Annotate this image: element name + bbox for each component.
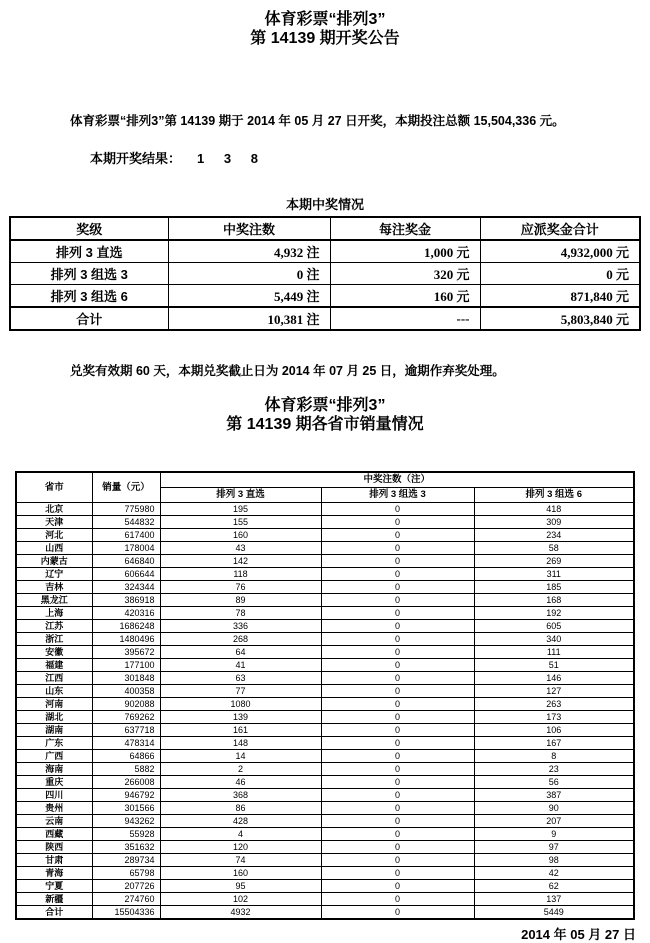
- province-cell: 陕西: [16, 841, 92, 854]
- zuxuan6-count-cell: 173: [474, 711, 634, 724]
- province-cell: 浙江: [16, 633, 92, 646]
- sales-cell: 386918: [92, 594, 160, 607]
- province-cell: 上海: [16, 607, 92, 620]
- sales-cell: 606644: [92, 568, 160, 581]
- zhixuan-count-cell: 43: [160, 542, 321, 555]
- prize-table-title: 本期中奖情况: [285, 197, 364, 212]
- sales-cell: 943262: [92, 815, 160, 828]
- zhixuan-count-cell: 102: [160, 893, 321, 906]
- sales-cell: 646840: [92, 555, 160, 568]
- prize-level-cell: 排列 3 组选 3: [10, 263, 168, 285]
- table-row: [16, 555, 634, 568]
- zuxuan3-count-cell: 0: [321, 503, 474, 516]
- prize-level-cell: 合计: [10, 307, 168, 330]
- zhixuan-count-cell: 148: [160, 737, 321, 750]
- prize-per-bet-cell: ---: [330, 307, 480, 330]
- province-cell: 广东: [16, 737, 92, 750]
- zhixuan-count-cell: 368: [160, 789, 321, 802]
- zhixuan-count-cell: 95: [160, 880, 321, 893]
- sales-cell: 301566: [92, 802, 160, 815]
- zuxuan6-count-cell: 137: [474, 893, 634, 906]
- table-row: [16, 633, 634, 646]
- table-row: [16, 685, 634, 698]
- sales-cell: 637718: [92, 724, 160, 737]
- table-row: [16, 646, 634, 659]
- table-row: [16, 594, 634, 607]
- table-row: [16, 568, 634, 581]
- zhixuan-count-cell: 120: [160, 841, 321, 854]
- sales-cell: 1686248: [92, 620, 160, 633]
- total-prize-cell: 5,803,840 元: [480, 307, 640, 330]
- province-cell: 海南: [16, 763, 92, 776]
- table-row: [16, 802, 634, 815]
- table-row: [16, 620, 634, 633]
- zuxuan6-count-cell: 23: [474, 763, 634, 776]
- zhixuan-count-cell: 2: [160, 763, 321, 776]
- draw-result-label: 本期开奖结果：: [90, 151, 182, 166]
- province-cell: 山西: [16, 542, 92, 555]
- table-row: [16, 906, 634, 920]
- winner-count-cell: 10,381 注: [168, 307, 330, 330]
- zuxuan3-count-cell: 0: [321, 672, 474, 685]
- zuxuan3-count-cell: 0: [321, 828, 474, 841]
- prize-per-bet-cell: 160 元: [330, 285, 480, 308]
- zhixuan-count-cell: 4932: [160, 906, 321, 920]
- win-count-group-header: 中奖注数（注）: [160, 472, 634, 488]
- winner-count-cell: 5,449 注: [168, 285, 330, 308]
- winner-count-header: 中奖注数: [168, 217, 330, 240]
- zuxuan3-count-cell: 0: [321, 854, 474, 867]
- province-cell: 安徽: [16, 646, 92, 659]
- zhixuan-count-cell: 14: [160, 750, 321, 763]
- zuxuan6-header: 排列 3 组选 6: [474, 488, 634, 503]
- prize-per-bet-cell: 320 元: [330, 263, 480, 285]
- sales-section-title: [0, 396, 650, 434]
- sales-cell: 478314: [92, 737, 160, 750]
- zuxuan6-count-cell: 5449: [474, 906, 634, 920]
- zuxuan3-count-cell: 0: [321, 646, 474, 659]
- zuxuan6-count-cell: 387: [474, 789, 634, 802]
- sales-title-line1: 体育彩票“排列3”: [264, 397, 386, 414]
- table-row: [16, 750, 634, 763]
- sales-cell: 64866: [92, 750, 160, 763]
- zuxuan6-count-cell: 127: [474, 685, 634, 698]
- prize-table-body: [10, 240, 640, 330]
- zhixuan-count-cell: 78: [160, 607, 321, 620]
- winner-count-cell: 4,932 注: [168, 240, 330, 263]
- province-header: 省市: [16, 472, 92, 503]
- zuxuan6-count-cell: 192: [474, 607, 634, 620]
- province-cell: 河南: [16, 698, 92, 711]
- table-row: [16, 815, 634, 828]
- zhixuan-count-cell: 89: [160, 594, 321, 607]
- province-cell: 内蒙古: [16, 555, 92, 568]
- zhixuan-count-cell: 142: [160, 555, 321, 568]
- province-cell: 广西: [16, 750, 92, 763]
- prize-level-header: 奖级: [10, 217, 168, 240]
- zhixuan-count-cell: 336: [160, 620, 321, 633]
- zuxuan6-count-cell: 42: [474, 867, 634, 880]
- sales-cell: 5882: [92, 763, 160, 776]
- zhixuan-count-cell: 160: [160, 867, 321, 880]
- sales-cell: 400358: [92, 685, 160, 698]
- zuxuan6-count-cell: 8: [474, 750, 634, 763]
- table-row: [16, 867, 634, 880]
- table-row: [16, 529, 634, 542]
- table-row: [16, 503, 634, 516]
- table-row: [16, 516, 634, 529]
- zuxuan3-count-cell: 0: [321, 802, 474, 815]
- table-row: [10, 307, 640, 330]
- zuxuan3-count-cell: 0: [321, 737, 474, 750]
- province-cell: 福建: [16, 659, 92, 672]
- zuxuan6-count-cell: 311: [474, 568, 634, 581]
- zuxuan3-count-cell: 0: [321, 815, 474, 828]
- province-cell: 新疆: [16, 893, 92, 906]
- zhixuan-count-cell: 41: [160, 659, 321, 672]
- province-cell: 合计: [16, 906, 92, 920]
- prize-table-header-row: [10, 217, 640, 240]
- zuxuan6-count-cell: 62: [474, 880, 634, 893]
- zuxuan3-count-cell: 0: [321, 880, 474, 893]
- total-prize-cell: 871,840 元: [480, 285, 640, 308]
- sales-cell: 544832: [92, 516, 160, 529]
- zhixuan-count-cell: 86: [160, 802, 321, 815]
- zuxuan3-count-cell: 0: [321, 698, 474, 711]
- table-row: [16, 893, 634, 906]
- sales-cell: 769262: [92, 711, 160, 724]
- sales-cell: 178004: [92, 542, 160, 555]
- zuxuan6-count-cell: 97: [474, 841, 634, 854]
- prize-level-cell: 排列 3 直选: [10, 240, 168, 263]
- zuxuan6-count-cell: 309: [474, 516, 634, 529]
- zuxuan3-header: 排列 3 组选 3: [321, 488, 474, 503]
- zuxuan6-count-cell: 146: [474, 672, 634, 685]
- zhixuan-count-cell: 77: [160, 685, 321, 698]
- zuxuan3-count-cell: 0: [321, 516, 474, 529]
- province-cell: 湖北: [16, 711, 92, 724]
- sales-cell: 65798: [92, 867, 160, 880]
- province-cell: 湖南: [16, 724, 92, 737]
- province-cell: 贵州: [16, 802, 92, 815]
- sales-table: [15, 471, 635, 920]
- zuxuan3-count-cell: 0: [321, 841, 474, 854]
- province-cell: 黑龙江: [16, 594, 92, 607]
- province-cell: 西藏: [16, 828, 92, 841]
- zuxuan6-count-cell: 90: [474, 802, 634, 815]
- zuxuan3-count-cell: 0: [321, 529, 474, 542]
- zuxuan3-count-cell: 0: [321, 776, 474, 789]
- sales-cell: 1480496: [92, 633, 160, 646]
- table-row: [10, 285, 640, 308]
- sales-cell: 420316: [92, 607, 160, 620]
- footer-date: 2014 年 05 月 27 日: [521, 927, 636, 942]
- zuxuan6-count-cell: 185: [474, 581, 634, 594]
- zuxuan3-count-cell: 0: [321, 750, 474, 763]
- zuxuan3-count-cell: 0: [321, 724, 474, 737]
- zuxuan6-count-cell: 263: [474, 698, 634, 711]
- province-cell: 江苏: [16, 620, 92, 633]
- intro-paragraph: 体育彩票“排列3”第 14139 期于 2014 年 05 月 27 日开奖，本期投注总额 15,504,336 元。: [70, 114, 565, 128]
- table-row: [16, 737, 634, 750]
- zuxuan3-count-cell: 0: [321, 906, 474, 920]
- province-cell: 河北: [16, 529, 92, 542]
- table-row: [16, 542, 634, 555]
- zuxuan6-count-cell: 234: [474, 529, 634, 542]
- zuxuan6-count-cell: 106: [474, 724, 634, 737]
- table-row: [16, 698, 634, 711]
- province-cell: 四川: [16, 789, 92, 802]
- zhixuan-count-cell: 76: [160, 581, 321, 594]
- page-title: [0, 0, 650, 48]
- zuxuan3-count-cell: 0: [321, 685, 474, 698]
- sales-header: 销量（元）: [92, 472, 160, 503]
- province-cell: 青海: [16, 867, 92, 880]
- zuxuan6-count-cell: 167: [474, 737, 634, 750]
- sales-cell: 395672: [92, 646, 160, 659]
- sales-cell: 775980: [92, 503, 160, 516]
- zhixuan-count-cell: 74: [160, 854, 321, 867]
- table-row: [16, 763, 634, 776]
- table-row: [16, 581, 634, 594]
- zhixuan-count-cell: 160: [160, 529, 321, 542]
- sales-cell: 55928: [92, 828, 160, 841]
- zhixuan-count-cell: 268: [160, 633, 321, 646]
- zhixuan-count-cell: 1080: [160, 698, 321, 711]
- sales-cell: 289734: [92, 854, 160, 867]
- table-row: [16, 607, 634, 620]
- zhixuan-count-cell: 139: [160, 711, 321, 724]
- province-cell: 辽宁: [16, 568, 92, 581]
- sales-title-line2: 第 14139 期各省市销量情况: [226, 416, 424, 433]
- province-cell: 云南: [16, 815, 92, 828]
- validity-note: 兑奖有效期 60 天，本期兑奖截止日为 2014 年 07 月 25 日，逾期作弃奖处理。: [70, 364, 505, 378]
- zuxuan6-count-cell: 98: [474, 854, 634, 867]
- sales-cell: 15504336: [92, 906, 160, 920]
- zuxuan6-count-cell: 58: [474, 542, 634, 555]
- zhixuan-header: 排列 3 直选: [160, 488, 321, 503]
- zhixuan-count-cell: 155: [160, 516, 321, 529]
- zhixuan-count-cell: 195: [160, 503, 321, 516]
- total-prize-header: 应派奖金合计: [480, 217, 640, 240]
- winner-count-cell: 0 注: [168, 263, 330, 285]
- zuxuan6-count-cell: 269: [474, 555, 634, 568]
- zhixuan-count-cell: 63: [160, 672, 321, 685]
- total-prize-cell: 4,932,000 元: [480, 240, 640, 263]
- zuxuan3-count-cell: 0: [321, 581, 474, 594]
- province-cell: 重庆: [16, 776, 92, 789]
- zuxuan3-count-cell: 0: [321, 607, 474, 620]
- zuxuan6-count-cell: 111: [474, 646, 634, 659]
- zhixuan-count-cell: 428: [160, 815, 321, 828]
- zhixuan-count-cell: 46: [160, 776, 321, 789]
- zhixuan-count-cell: 4: [160, 828, 321, 841]
- province-cell: 宁夏: [16, 880, 92, 893]
- zuxuan3-count-cell: 0: [321, 555, 474, 568]
- table-row: [10, 240, 640, 263]
- zuxuan6-count-cell: 51: [474, 659, 634, 672]
- table-row: [16, 659, 634, 672]
- sales-cell: 351632: [92, 841, 160, 854]
- zuxuan6-count-cell: 56: [474, 776, 634, 789]
- zuxuan3-count-cell: 0: [321, 568, 474, 581]
- table-row: [16, 776, 634, 789]
- zuxuan3-count-cell: 0: [321, 542, 474, 555]
- sales-cell: 301848: [92, 672, 160, 685]
- prize-level-cell: 排列 3 组选 6: [10, 285, 168, 308]
- table-row: [16, 880, 634, 893]
- prize-per-bet-header: 每注奖金: [330, 217, 480, 240]
- zuxuan3-count-cell: 0: [321, 867, 474, 880]
- table-row: [16, 854, 634, 867]
- table-row: [16, 828, 634, 841]
- table-row: [10, 263, 640, 285]
- total-prize-cell: 0 元: [480, 263, 640, 285]
- zuxuan6-count-cell: 605: [474, 620, 634, 633]
- sales-cell: 946792: [92, 789, 160, 802]
- table-row: [16, 841, 634, 854]
- sales-cell: 902088: [92, 698, 160, 711]
- sales-cell: 266008: [92, 776, 160, 789]
- zuxuan3-count-cell: 0: [321, 659, 474, 672]
- sales-cell: 274760: [92, 893, 160, 906]
- zhixuan-count-cell: 161: [160, 724, 321, 737]
- zuxuan3-count-cell: 0: [321, 789, 474, 802]
- sales-table-header-row1: [16, 472, 634, 488]
- province-cell: 天津: [16, 516, 92, 529]
- table-row: [16, 789, 634, 802]
- prize-table: [9, 216, 641, 331]
- zuxuan3-count-cell: 0: [321, 893, 474, 906]
- province-cell: 山东: [16, 685, 92, 698]
- sales-cell: 617400: [92, 529, 160, 542]
- table-row: [16, 711, 634, 724]
- sales-cell: 207726: [92, 880, 160, 893]
- table-row: [16, 672, 634, 685]
- table-row: [16, 724, 634, 737]
- draw-result-line: [90, 148, 650, 167]
- zuxuan3-count-cell: 0: [321, 633, 474, 646]
- zuxuan6-count-cell: 207: [474, 815, 634, 828]
- province-cell: 吉林: [16, 581, 92, 594]
- page-title-line1: 体育彩票“排列3”: [264, 11, 386, 28]
- zuxuan6-count-cell: 418: [474, 503, 634, 516]
- sales-table-body: [16, 503, 634, 920]
- zuxuan3-count-cell: 0: [321, 620, 474, 633]
- province-cell: 甘肃: [16, 854, 92, 867]
- zuxuan3-count-cell: 0: [321, 594, 474, 607]
- zuxuan6-count-cell: 168: [474, 594, 634, 607]
- prize-per-bet-cell: 1,000 元: [330, 240, 480, 263]
- province-cell: 北京: [16, 503, 92, 516]
- page-title-line2: 第 14139 期开奖公告: [250, 30, 400, 47]
- zuxuan6-count-cell: 340: [474, 633, 634, 646]
- province-cell: 江西: [16, 672, 92, 685]
- zuxuan3-count-cell: 0: [321, 763, 474, 776]
- zuxuan6-count-cell: 9: [474, 828, 634, 841]
- zhixuan-count-cell: 64: [160, 646, 321, 659]
- zuxuan3-count-cell: 0: [321, 711, 474, 724]
- draw-result-numbers: 1 3 8: [197, 151, 266, 166]
- sales-cell: 324344: [92, 581, 160, 594]
- sales-cell: 177100: [92, 659, 160, 672]
- zhixuan-count-cell: 118: [160, 568, 321, 581]
